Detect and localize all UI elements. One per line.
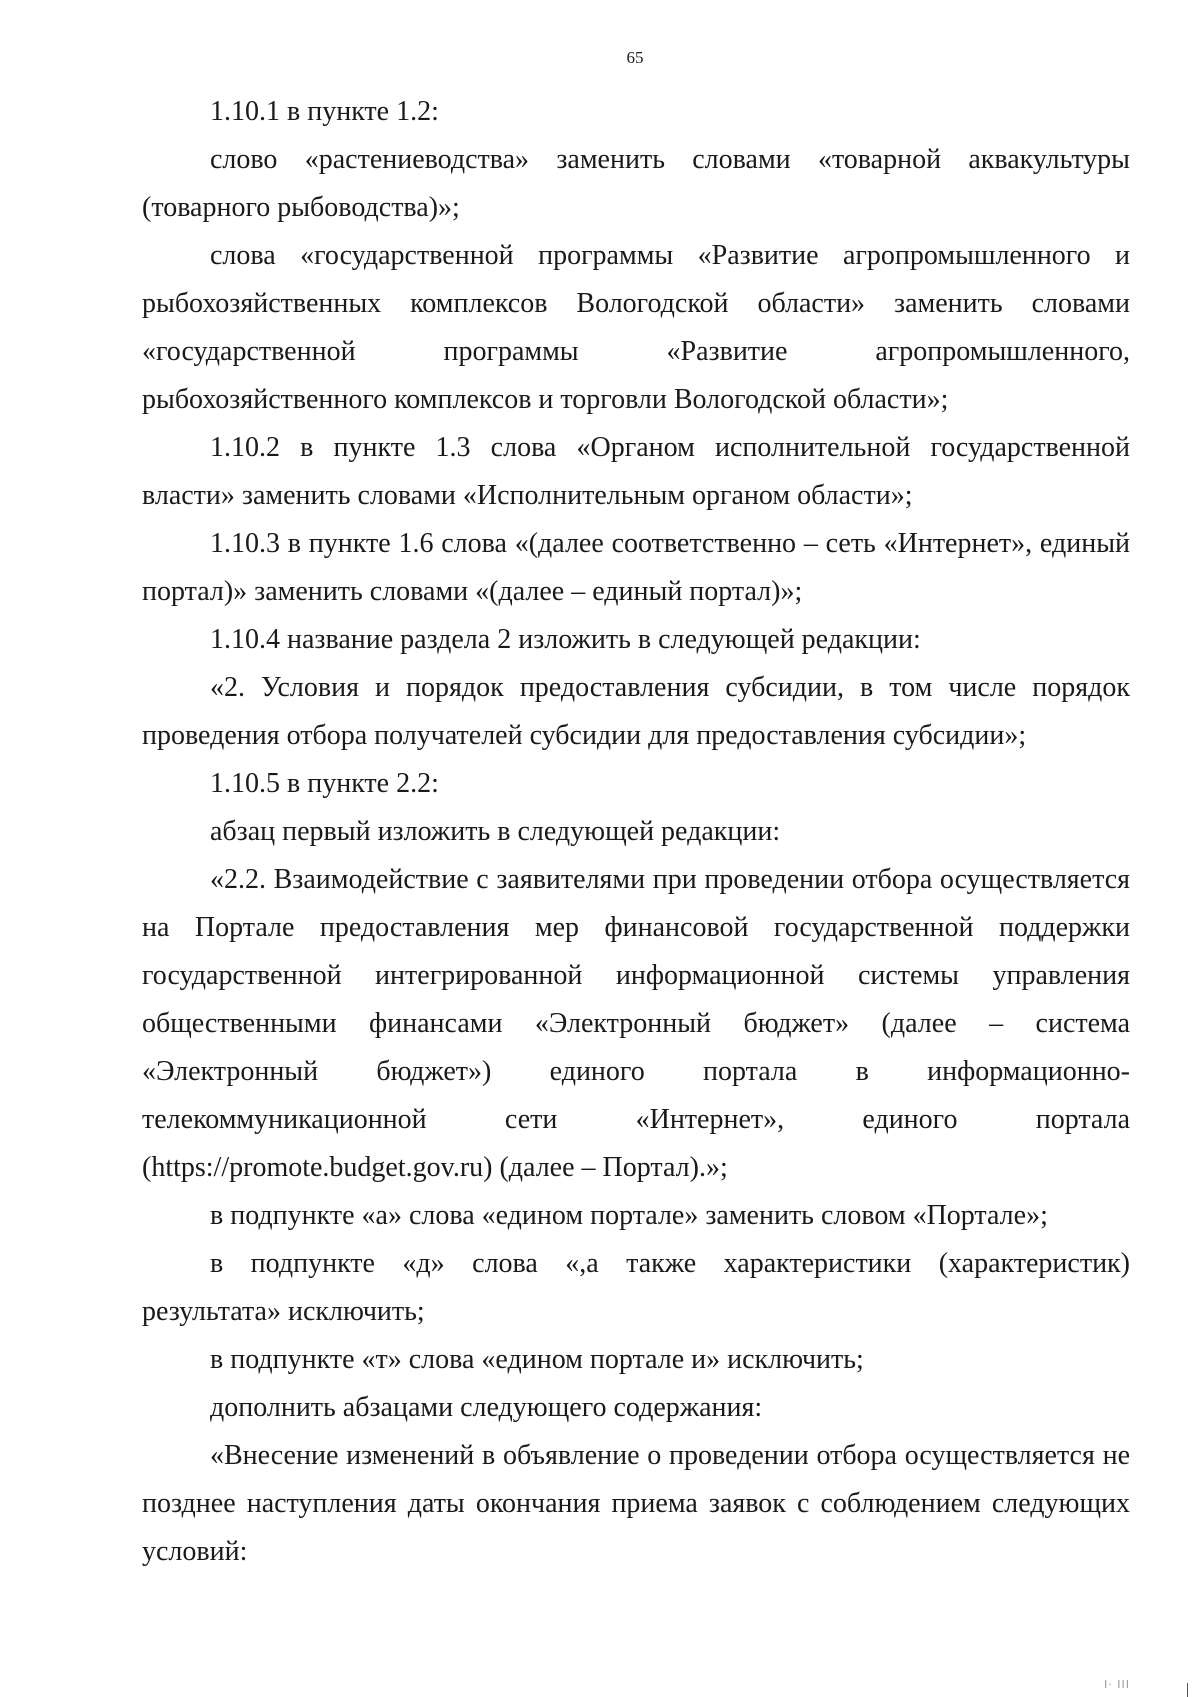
paragraph: в подпункте «д» слова «,а также характеристики (характеристик) результата» исключить; [142, 1248, 1130, 1327]
paragraph: в подпункте «а» слова «едином портале» заменить словом «Портале»; [210, 1200, 1048, 1231]
paragraph: 1.10.3 в пункте 1.6 слова «(далее соответственно – сеть «Интернет», единый портал)» заменить словами «(далее – единый портал)»; [142, 528, 1130, 607]
paragraph: 1.10.5 в пункте 2.2: [210, 768, 439, 799]
paragraph: «Внесение изменений в объявление о проведении отбора осуществляется не позднее наступления даты окончания приема заявок с соблюдением следующих условий: [142, 1440, 1130, 1567]
paragraph: абзац первый изложить в следующей редакции: [210, 816, 781, 847]
paragraph: «2. Условия и порядок предоставления субсидии, в том числе порядок проведения отбора получателей субсидии для предоставления субсидии»; [142, 672, 1130, 751]
paragraph: слова «государственной программы «Развитие агропромышленного и рыбохозяйственных комплексов Вологодской области» заменить словами «государственной программы «Развитие агропромышленного, рыбохозяйственного комплексов и торговли Вологодской области»; [142, 240, 1130, 415]
footer-mark: I· III [1104, 1678, 1130, 1691]
paragraph: в подпункте «т» слова «едином портале и» исключить; [210, 1344, 864, 1375]
document-body [142, 88, 1130, 1576]
page-number: 65 [626, 48, 644, 67]
paragraph: 1.10.4 название раздела 2 изложить в следующей редакции: [210, 624, 921, 655]
paragraph: дополнить абзацами следующего содержания: [210, 1392, 763, 1423]
paragraph: 1.10.2 в пункте 1.3 слова «Органом исполнительной государственной власти» заменить словами «Исполнительным органом области»; [142, 432, 1130, 511]
paragraph: слово «растениеводства» заменить словами «товарной аквакультуры (товарного рыбоводства)»; [142, 144, 1130, 223]
paragraph: «2.2. Взаимодействие с заявителями при проведении отбора осуществляется на Портале предоставления мер финансовой государственной поддержки государственной интегрированной информационной системы управления общественными финансами «Электронный бюджет» (далее – система «Электронный бюджет») единого портала в информационно-телекоммуникационной сети «Интернет», единого портала (https://promote.budget.gov.ru) (далее – Портал).»; [142, 864, 1130, 1183]
paragraph: 1.10.1 в пункте 1.2: [210, 96, 439, 127]
page-edge-tick [1187, 1683, 1188, 1697]
